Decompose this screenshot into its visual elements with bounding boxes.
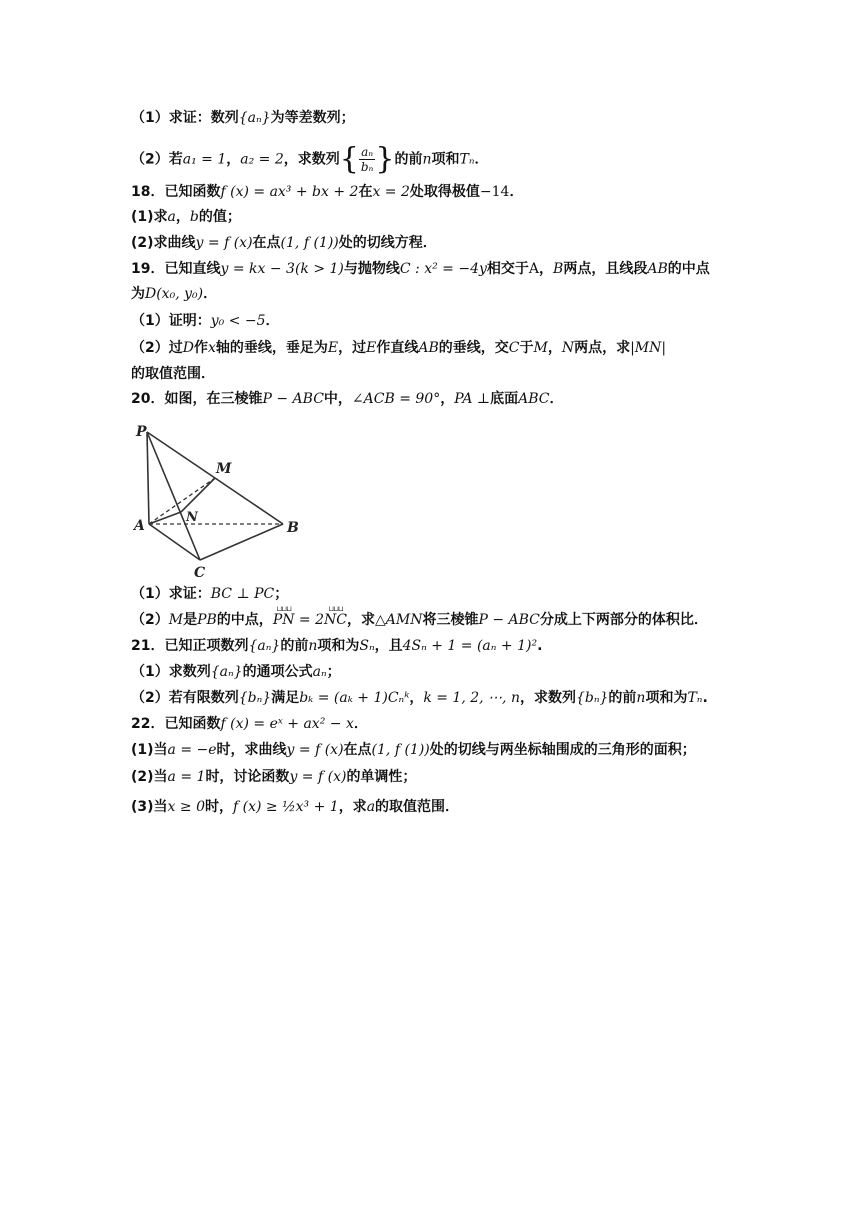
text: (1)求 — [131, 209, 168, 225]
math-point: (1, f (1)) — [371, 742, 430, 758]
text: 20．如图，在三棱锥 — [131, 391, 263, 407]
text: 于 — [519, 340, 534, 356]
math-curve: y = f (x) — [286, 742, 344, 758]
math-ABC: ABC — [518, 391, 550, 407]
math-MN-abs: |MN| — [630, 340, 667, 356]
q21-part1 — [131, 662, 341, 682]
math-B: B — [553, 261, 564, 277]
math-bk-def: bₖ = (aₖ + 1)Cₙᵏ — [299, 690, 410, 706]
text: 的单调性； — [346, 769, 417, 785]
text: ， — [440, 391, 455, 407]
text: ； — [274, 586, 289, 602]
segment-AN — [149, 512, 181, 524]
text: 作 — [193, 340, 208, 356]
math-n: n — [308, 638, 318, 654]
q22-part3 — [131, 797, 459, 817]
text: ，且 — [374, 638, 403, 654]
text: （1）求数列 — [131, 664, 211, 680]
text: （1）证明： — [131, 313, 211, 329]
math-fx-cubic: f (x) = ax³ + bx + 2 — [220, 184, 359, 200]
text: 的取值范围． — [131, 366, 215, 382]
math-AB: AB — [418, 340, 439, 356]
label-M: M — [216, 461, 232, 477]
math-angle: ∠ACB = 90° — [351, 391, 441, 407]
q17-part2 — [131, 141, 489, 177]
q19-part1 — [131, 311, 280, 331]
math-y0: y₀ < −5 — [210, 313, 266, 329]
math-C: C — [508, 340, 520, 356]
math-point: (1, f (1)) — [280, 235, 339, 251]
math-n: n — [636, 690, 646, 706]
q19-stem — [131, 259, 710, 279]
math-PB: PB — [197, 612, 217, 628]
text: 时，讨论函数 — [205, 769, 290, 785]
text: 为等差数列； — [270, 110, 355, 126]
q20-part1 — [131, 584, 288, 604]
math-Tn: Tₙ — [687, 690, 703, 706]
text: ． — [549, 391, 564, 407]
math-vector-PN: ⊔⊔⊔ PN — [273, 610, 295, 630]
text: 相交于 — [486, 261, 529, 277]
q18-stem — [131, 182, 523, 202]
edge-CB — [200, 524, 283, 560]
math-set-bn: {bₙ} — [575, 690, 609, 706]
text: 时，求曲线 — [216, 742, 287, 758]
math-BC-PC: BC ⊥ PC — [210, 586, 275, 602]
math-a-eq-e: a = −e — [167, 742, 217, 758]
math-triangle-AMN: △AMN — [375, 612, 423, 628]
q22-part1 — [131, 740, 696, 760]
text: 处的切线与两坐标轴围成的三角形的面积； — [429, 742, 696, 758]
math-sum-relation: 4Sₙ + 1 = (aₙ + 1)² — [402, 638, 538, 654]
text: ． — [353, 716, 368, 732]
text: 的通项公式 — [242, 664, 313, 680]
text: ． — [509, 184, 524, 200]
q18-part1 — [131, 207, 241, 227]
text: 两点，求 — [574, 340, 631, 356]
text: ， — [539, 261, 554, 277]
math-x-eq-2: x = 2 — [372, 184, 410, 200]
math-set-an: {aₙ} — [210, 664, 243, 680]
q18-part2 — [131, 233, 437, 253]
text: 项和为 — [317, 638, 360, 654]
math-M: M — [168, 612, 184, 628]
text: . — [537, 638, 543, 654]
math-E: E — [366, 340, 377, 356]
text: 的取值范围． — [375, 799, 460, 815]
text: 的前 — [280, 638, 309, 654]
math-a2: a₂ = 2 — [240, 151, 284, 168]
q20-part2 — [131, 610, 708, 630]
math-inequality: f (x) ≥ ½x³ + 1 — [232, 799, 339, 815]
math-set-an: {aₙ} — [248, 638, 281, 654]
tetrahedron-figure — [126, 420, 306, 580]
text: ， — [547, 340, 562, 356]
text: 两点，且线段 — [563, 261, 648, 277]
q17-part1 — [131, 108, 355, 128]
text: 项和为 — [645, 690, 688, 706]
math-curve: y = f (x) — [195, 235, 253, 251]
text: （1）求证： — [131, 586, 211, 602]
q22-stem — [131, 714, 368, 734]
math-x: x — [207, 340, 216, 356]
q19-part2 — [131, 338, 666, 358]
math-D: D — [182, 340, 194, 356]
q19-stem-cont — [131, 284, 217, 304]
text: 与抛物线 — [343, 261, 400, 277]
text: 22．已知函数 — [131, 716, 221, 732]
math-D-point: D(x₀, y₀) — [145, 286, 204, 302]
math-fx-exp: f (x) = eˣ + ax² − x — [220, 716, 354, 732]
q19-part2-cont — [131, 364, 215, 384]
text: ． — [474, 151, 489, 168]
text: ， — [175, 209, 190, 225]
text: ，求 — [347, 612, 375, 628]
text: ，求数列 — [283, 151, 340, 168]
text: （1）求证：数列 — [131, 110, 239, 126]
right-brace: } — [375, 141, 395, 177]
text: ，求 — [338, 799, 367, 815]
label-C: C — [194, 565, 206, 580]
math-E: E — [327, 340, 339, 356]
text: 轴的垂线，垂足为 — [215, 340, 328, 356]
text: 在 — [358, 184, 373, 200]
text: 的中点 — [667, 261, 710, 277]
edge-PA — [147, 432, 149, 524]
text: (2)求曲线 — [131, 235, 196, 251]
math-a: a — [167, 209, 176, 225]
text: (1)当 — [131, 742, 168, 758]
text: 在点 — [252, 235, 281, 251]
text: 底面 — [490, 391, 519, 407]
math-N: N — [561, 340, 575, 356]
fraction-denominator: bₙ — [360, 160, 374, 174]
text: (2)当 — [131, 769, 168, 785]
text: 满足 — [271, 690, 300, 706]
math-Tn: Tₙ — [459, 151, 475, 168]
text: 是 — [183, 612, 198, 628]
text: 在点 — [343, 742, 372, 758]
math-P-ABC: P − ABC — [262, 391, 324, 407]
text: 为 — [131, 286, 145, 302]
text: 作直线 — [376, 340, 419, 356]
fraction-numerator: aₙ — [359, 145, 376, 160]
text: 的垂线，交 — [438, 340, 509, 356]
math-curve: y = f (x) — [289, 769, 347, 785]
math-vector-NC: ⊔⊔⊔ NC — [324, 610, 347, 630]
text: 将三棱锥 — [422, 612, 479, 628]
text: ． — [203, 286, 218, 302]
left-brace: { — [339, 141, 359, 177]
math-set-an: {aₙ} — [238, 110, 271, 126]
text: ，求数列 — [519, 690, 576, 706]
text: 的值； — [198, 209, 241, 225]
q21-part2 — [131, 688, 708, 708]
label-B: B — [287, 520, 299, 536]
text: ， — [409, 690, 424, 706]
text: 19．已知直线 — [131, 261, 221, 277]
text: ； — [326, 664, 341, 680]
text: . — [702, 690, 708, 706]
math-Sn: Sₙ — [359, 638, 375, 654]
math-x-ge-0: x ≥ 0 — [167, 799, 205, 815]
fraction-an-bn — [359, 145, 376, 174]
text: （2）若 — [131, 151, 183, 168]
text: 21．已知正项数列 — [131, 638, 249, 654]
math-k-range: k = 1, 2, ⋯, n — [423, 690, 520, 706]
text: 处取得极值 — [409, 184, 480, 200]
q21-stem — [131, 636, 542, 656]
math-AB: AB — [647, 261, 668, 277]
text: 时， — [204, 799, 233, 815]
label-A: A — [134, 518, 145, 534]
math-PA-perp: PA ⊥ — [454, 391, 491, 407]
math-M: M — [533, 340, 548, 356]
text: 处的切线方程． — [338, 235, 437, 251]
text: (3)当 — [131, 799, 168, 815]
text: ，过 — [338, 340, 367, 356]
q22-part2 — [131, 767, 416, 787]
math-a: a — [366, 799, 376, 815]
text: 的中点， — [216, 612, 273, 628]
math-parabola: C : x² = −4y — [399, 261, 487, 277]
math-A: A — [528, 261, 540, 277]
text: 项和 — [431, 151, 460, 168]
text: 18．已知函数 — [131, 184, 221, 200]
math-eq2: = 2 — [294, 612, 325, 628]
text: ， — [226, 151, 241, 168]
math-an: aₙ — [312, 664, 327, 680]
text: ． — [265, 313, 280, 329]
text: 的前 — [608, 690, 637, 706]
text: 中， — [323, 391, 352, 407]
text: （2）若有限数列 — [131, 690, 239, 706]
text: 的前 — [394, 151, 423, 168]
segment-NM — [181, 478, 215, 512]
q20-stem — [131, 389, 563, 409]
label-N: N — [186, 510, 198, 525]
math-line-eq: y = kx − 3(k > 1) — [220, 261, 344, 277]
text: （2）过 — [131, 340, 183, 356]
math-minus14: −14 — [479, 184, 510, 200]
math-n: n — [422, 151, 432, 168]
math-b: b — [189, 209, 199, 225]
text: （2） — [131, 612, 169, 628]
math-a1: a₁ = 1 — [182, 151, 227, 168]
label-P: P — [136, 424, 147, 440]
math-a-eq-1: a = 1 — [167, 769, 206, 785]
text: 分成上下两部分的体积比． — [539, 612, 708, 628]
math-P-ABC: P − ABC — [478, 612, 540, 628]
math-set-bn: {bₙ} — [238, 690, 272, 706]
